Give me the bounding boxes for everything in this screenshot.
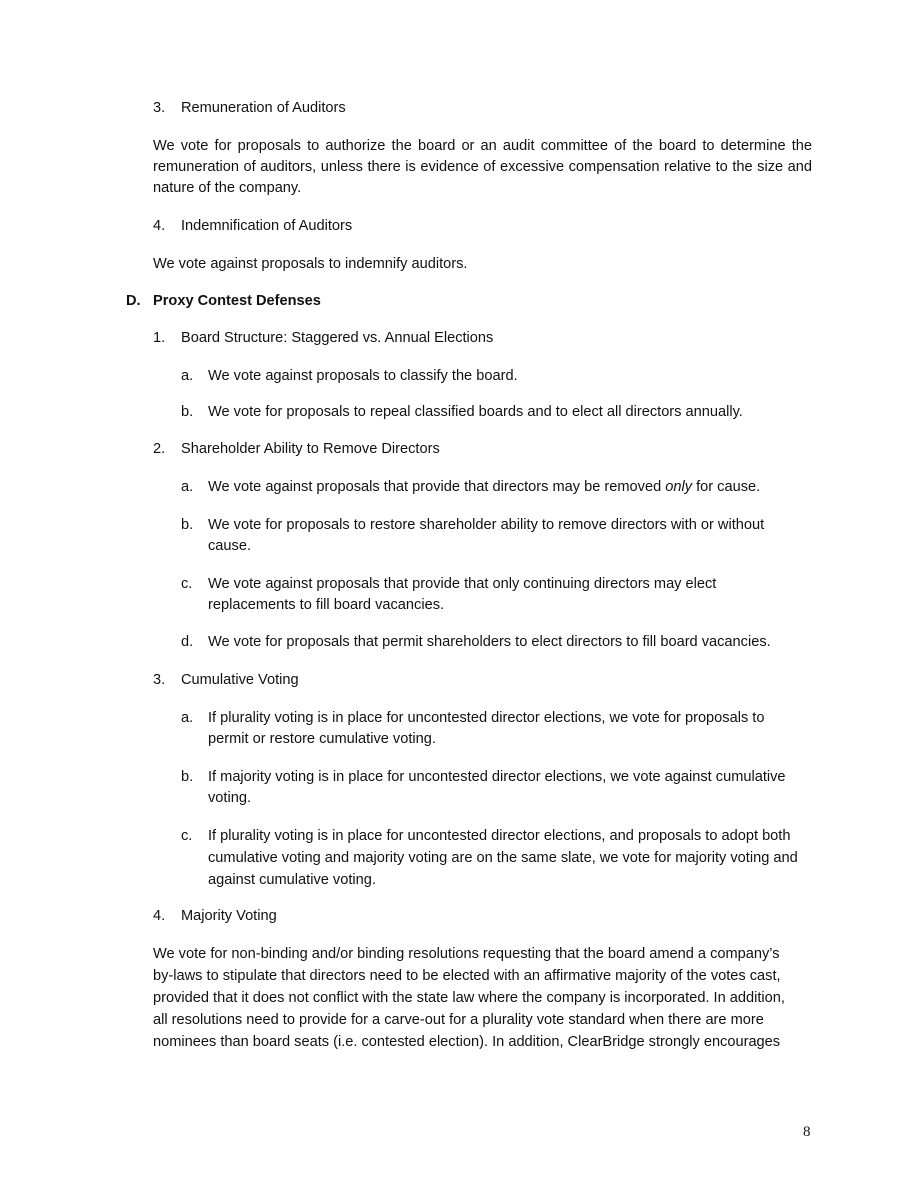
- list-item-line: We vote for proposals to restore shareholder ability to remove directors with or without: [208, 517, 765, 533]
- list-item: We vote against proposals to classify the board.: [208, 368, 518, 384]
- paragraph-line: provided that it does not conflict with the state law where the company is incorporated. In addition,: [153, 990, 785, 1006]
- item-number: 3.: [153, 672, 166, 688]
- item-number: 1.: [153, 330, 166, 346]
- list-item-line: cumulative voting and majority voting are on the same slate, we vote for majority voting and: [208, 850, 798, 866]
- paragraph-line: all resolutions need to provide for a carve-out for a plurality vote standard when there are more: [153, 1012, 764, 1028]
- list-item-text: We vote against proposals that provide that directors may be removed: [208, 479, 666, 495]
- paragraph-line: by-laws to stipulate that directors need to be elected with an affirmative majority of the votes cast,: [153, 968, 781, 984]
- list-item-line: If plurality voting is in place for uncontested director elections, we vote for proposals to: [208, 710, 765, 726]
- list-label: b.: [181, 517, 194, 533]
- list-item-line: If majority voting is in place for uncontested director elections, we vote against cumulative: [208, 769, 786, 785]
- paragraph-line: We vote for non-binding and/or binding resolutions requesting that the board amend a company’s: [153, 946, 780, 962]
- list-label: a.: [181, 368, 194, 384]
- list-item-line: We vote against proposals that provide that only continuing directors may elect: [208, 576, 717, 592]
- item-heading: Indemnification of Auditors: [181, 218, 353, 234]
- list-item-line: cause.: [208, 538, 251, 554]
- item-heading: Remuneration of Auditors: [181, 100, 346, 116]
- list-label: d.: [181, 634, 194, 650]
- item-heading: Shareholder Ability to Remove Directors: [181, 441, 440, 457]
- list-label: c.: [181, 828, 193, 844]
- item-heading: Cumulative Voting: [181, 672, 299, 688]
- list-item: We vote for proposals to repeal classified boards and to elect all directors annually.: [208, 404, 743, 420]
- list-label: c.: [181, 576, 193, 592]
- list-item-line: against cumulative voting.: [208, 872, 376, 888]
- section-letter: D.: [126, 293, 141, 309]
- item-number: 3.: [153, 100, 166, 116]
- paragraph-line: nominees than board seats (i.e. contested election). In addition, ClearBridge strongly encourages: [153, 1034, 781, 1050]
- list-item: [208, 477, 760, 498]
- list-item-line: replacements to fill board vacancies.: [208, 597, 445, 613]
- page-number: 8: [803, 1124, 811, 1140]
- list-item: We vote for proposals that permit shareholders to elect directors to fill board vacancies.: [208, 634, 771, 650]
- emphasis: only: [665, 479, 693, 495]
- list-label: a.: [181, 710, 194, 726]
- item-number: 4.: [153, 218, 166, 234]
- list-label: b.: [181, 404, 194, 420]
- list-item-line: If plurality voting is in place for uncontested director elections, and proposals to adopt both: [208, 828, 791, 844]
- list-item-line: voting.: [208, 790, 251, 806]
- list-label: a.: [181, 479, 194, 495]
- item-heading: Board Structure: Staggered vs. Annual Elections: [181, 330, 494, 346]
- item-number: 2.: [153, 441, 166, 457]
- list-label: b.: [181, 769, 194, 785]
- item-heading: Majority Voting: [181, 908, 277, 924]
- list-item-line: permit or restore cumulative voting.: [208, 731, 436, 747]
- section-heading: Proxy Contest Defenses: [153, 293, 321, 309]
- paragraph: We vote for proposals to authorize the board or an audit committee of the board to determine the remuneration of auditors, unless there is evidence of excessive compensation relative to the size and nature of the company.: [153, 138, 812, 196]
- paragraph: We vote against proposals to indemnify auditors.: [153, 256, 468, 272]
- list-item-text: for cause.: [692, 479, 761, 495]
- item-number: 4.: [153, 908, 166, 924]
